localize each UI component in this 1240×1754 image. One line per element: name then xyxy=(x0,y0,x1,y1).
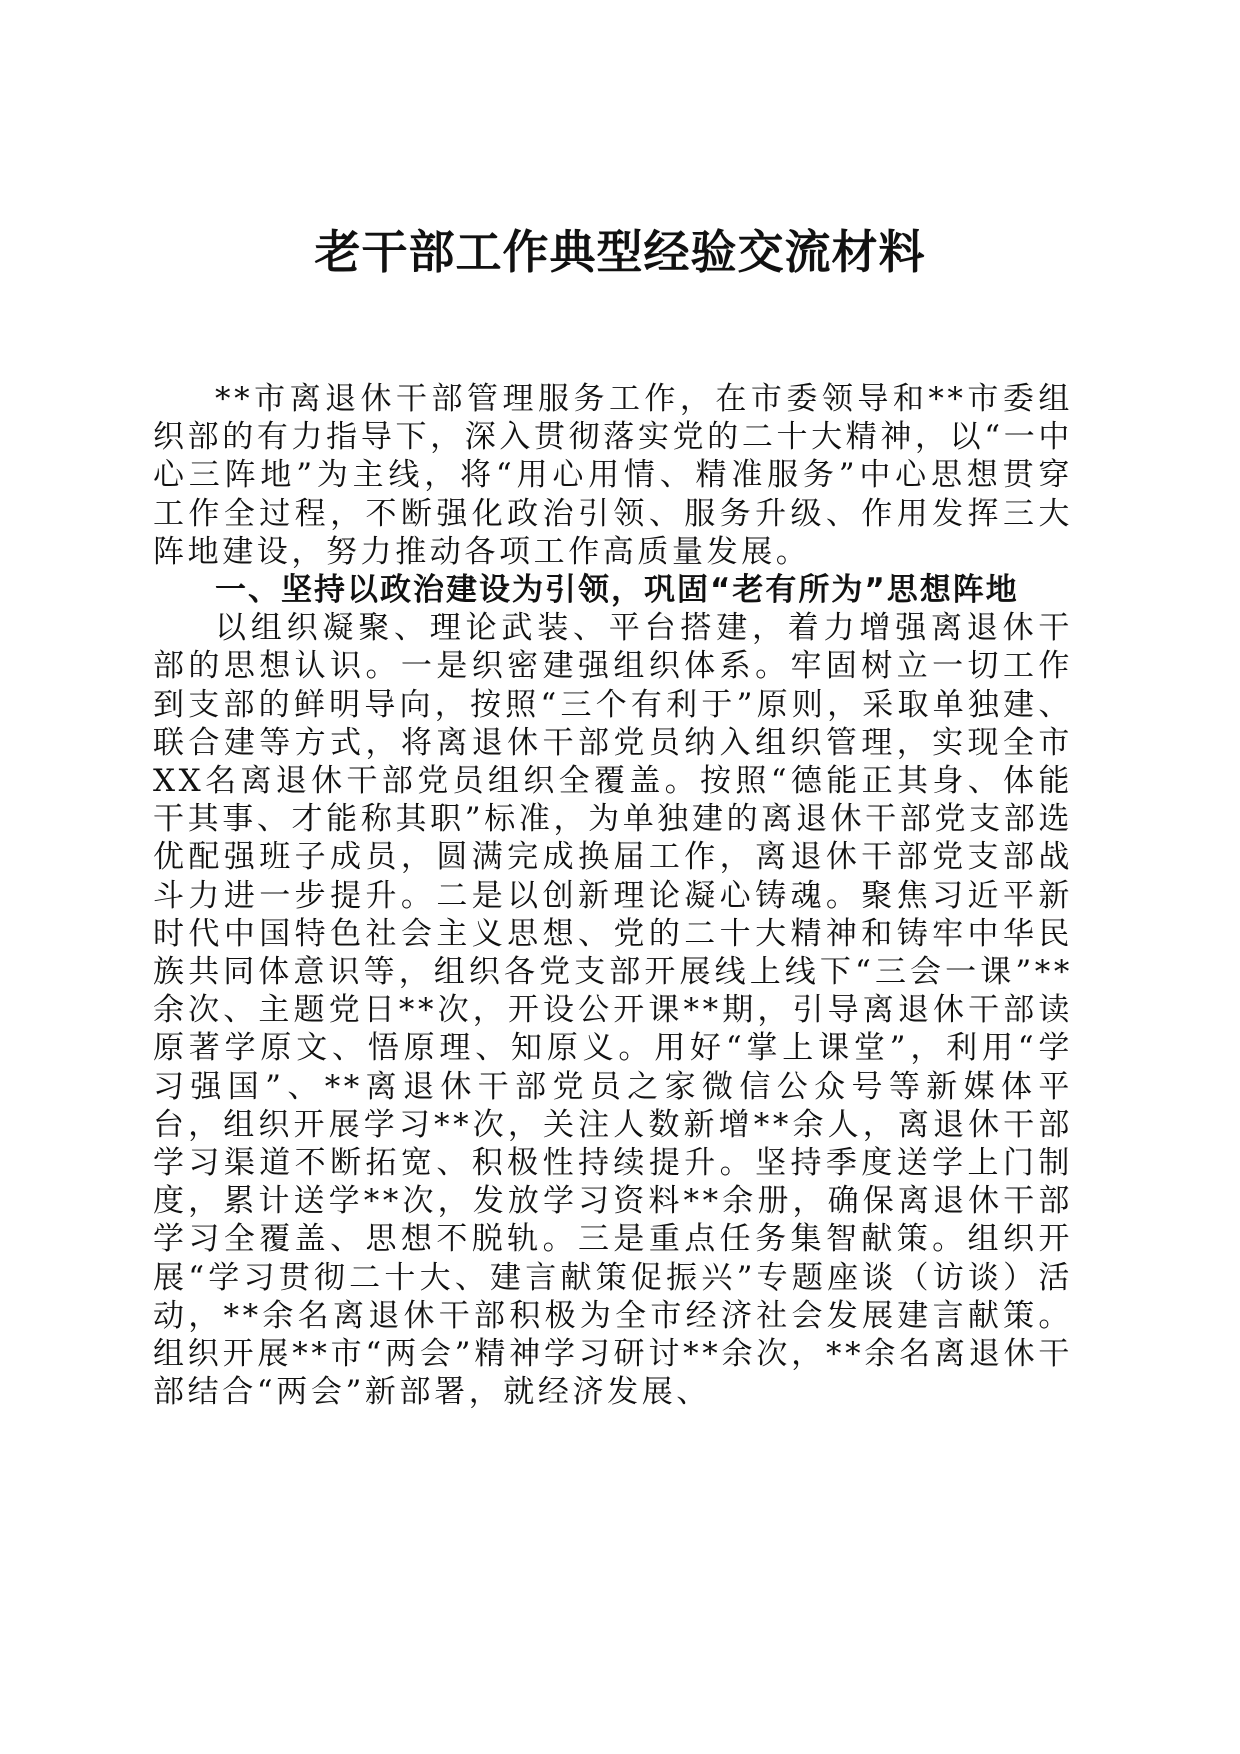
document-title: 老干部工作典型经验交流材料 xyxy=(314,225,926,279)
section-1-heading: 一、坚持以政治建设为引领，巩固“老有所为”思想阵地 xyxy=(215,572,1019,609)
document-body xyxy=(153,380,1073,1411)
intro-paragraph: **市离退休干部管理服务工作，在市委领导和**市委组织部的有力指导下，深入贯彻落实党的二十大精神，以“一中心三阵地”为主线，将“用心用情、精准服务”中心思想贯穿工作全过程，不断强化政治引领、服务升级、作用发挥三大阵地建设，努力推动各项工作高质量发展。 xyxy=(153,381,1073,570)
section-1-paragraph: 以组织凝聚、理论武装、平台搭建，着力增强离退休干部的思想认识。一是织密建强组织体系。牢固树立一切工作到支部的鲜明导向，按照“三个有利于”原则，采取单独建、联合建等方式，将离退休干部党员纳入组织管理，实现全市XX名离退休干部党员组织全覆盖。按照“德能正其身、体能干其事、才能称其职”标准，为单独建的离退休干部党支部选优配强班子成员，圆满完成换届工作，离退休干部党支部战斗力进一步提升。二是以创新理论凝心铸魂。聚焦习近平新时代中国特色社会主义思想、党的二十大精神和铸牢中华民族共同体意识等，组织各党支部开展线上线下“三会一课”**余次、主题党日**次，开设公开课**期，引导离退休干部读原著学原文、悟原理、知原义。用好“掌上课堂”，利用“学习强国”、**离退休干部党员之家微信公众号等新媒体平台，组织开展学习**次，关注人数新增**余人，离退休干部学习渠道不断拓宽、积极性持续提升。坚持季度送学上门制度，累计送学**次，发放学习资料**余册，确保离退休干部学习全覆盖、思想不脱轨。三是重点任务集智献策。组织开展“学习贯彻二十大、建言献策促振兴”专题座谈（访谈）活动，**余名离退休干部积极为全市经济社会发展建言献策。组织开展**市“两会”精神学习研讨**余次，**余名离退休干部结合“两会”新部署，就经济发展、 xyxy=(153,610,1073,1411)
